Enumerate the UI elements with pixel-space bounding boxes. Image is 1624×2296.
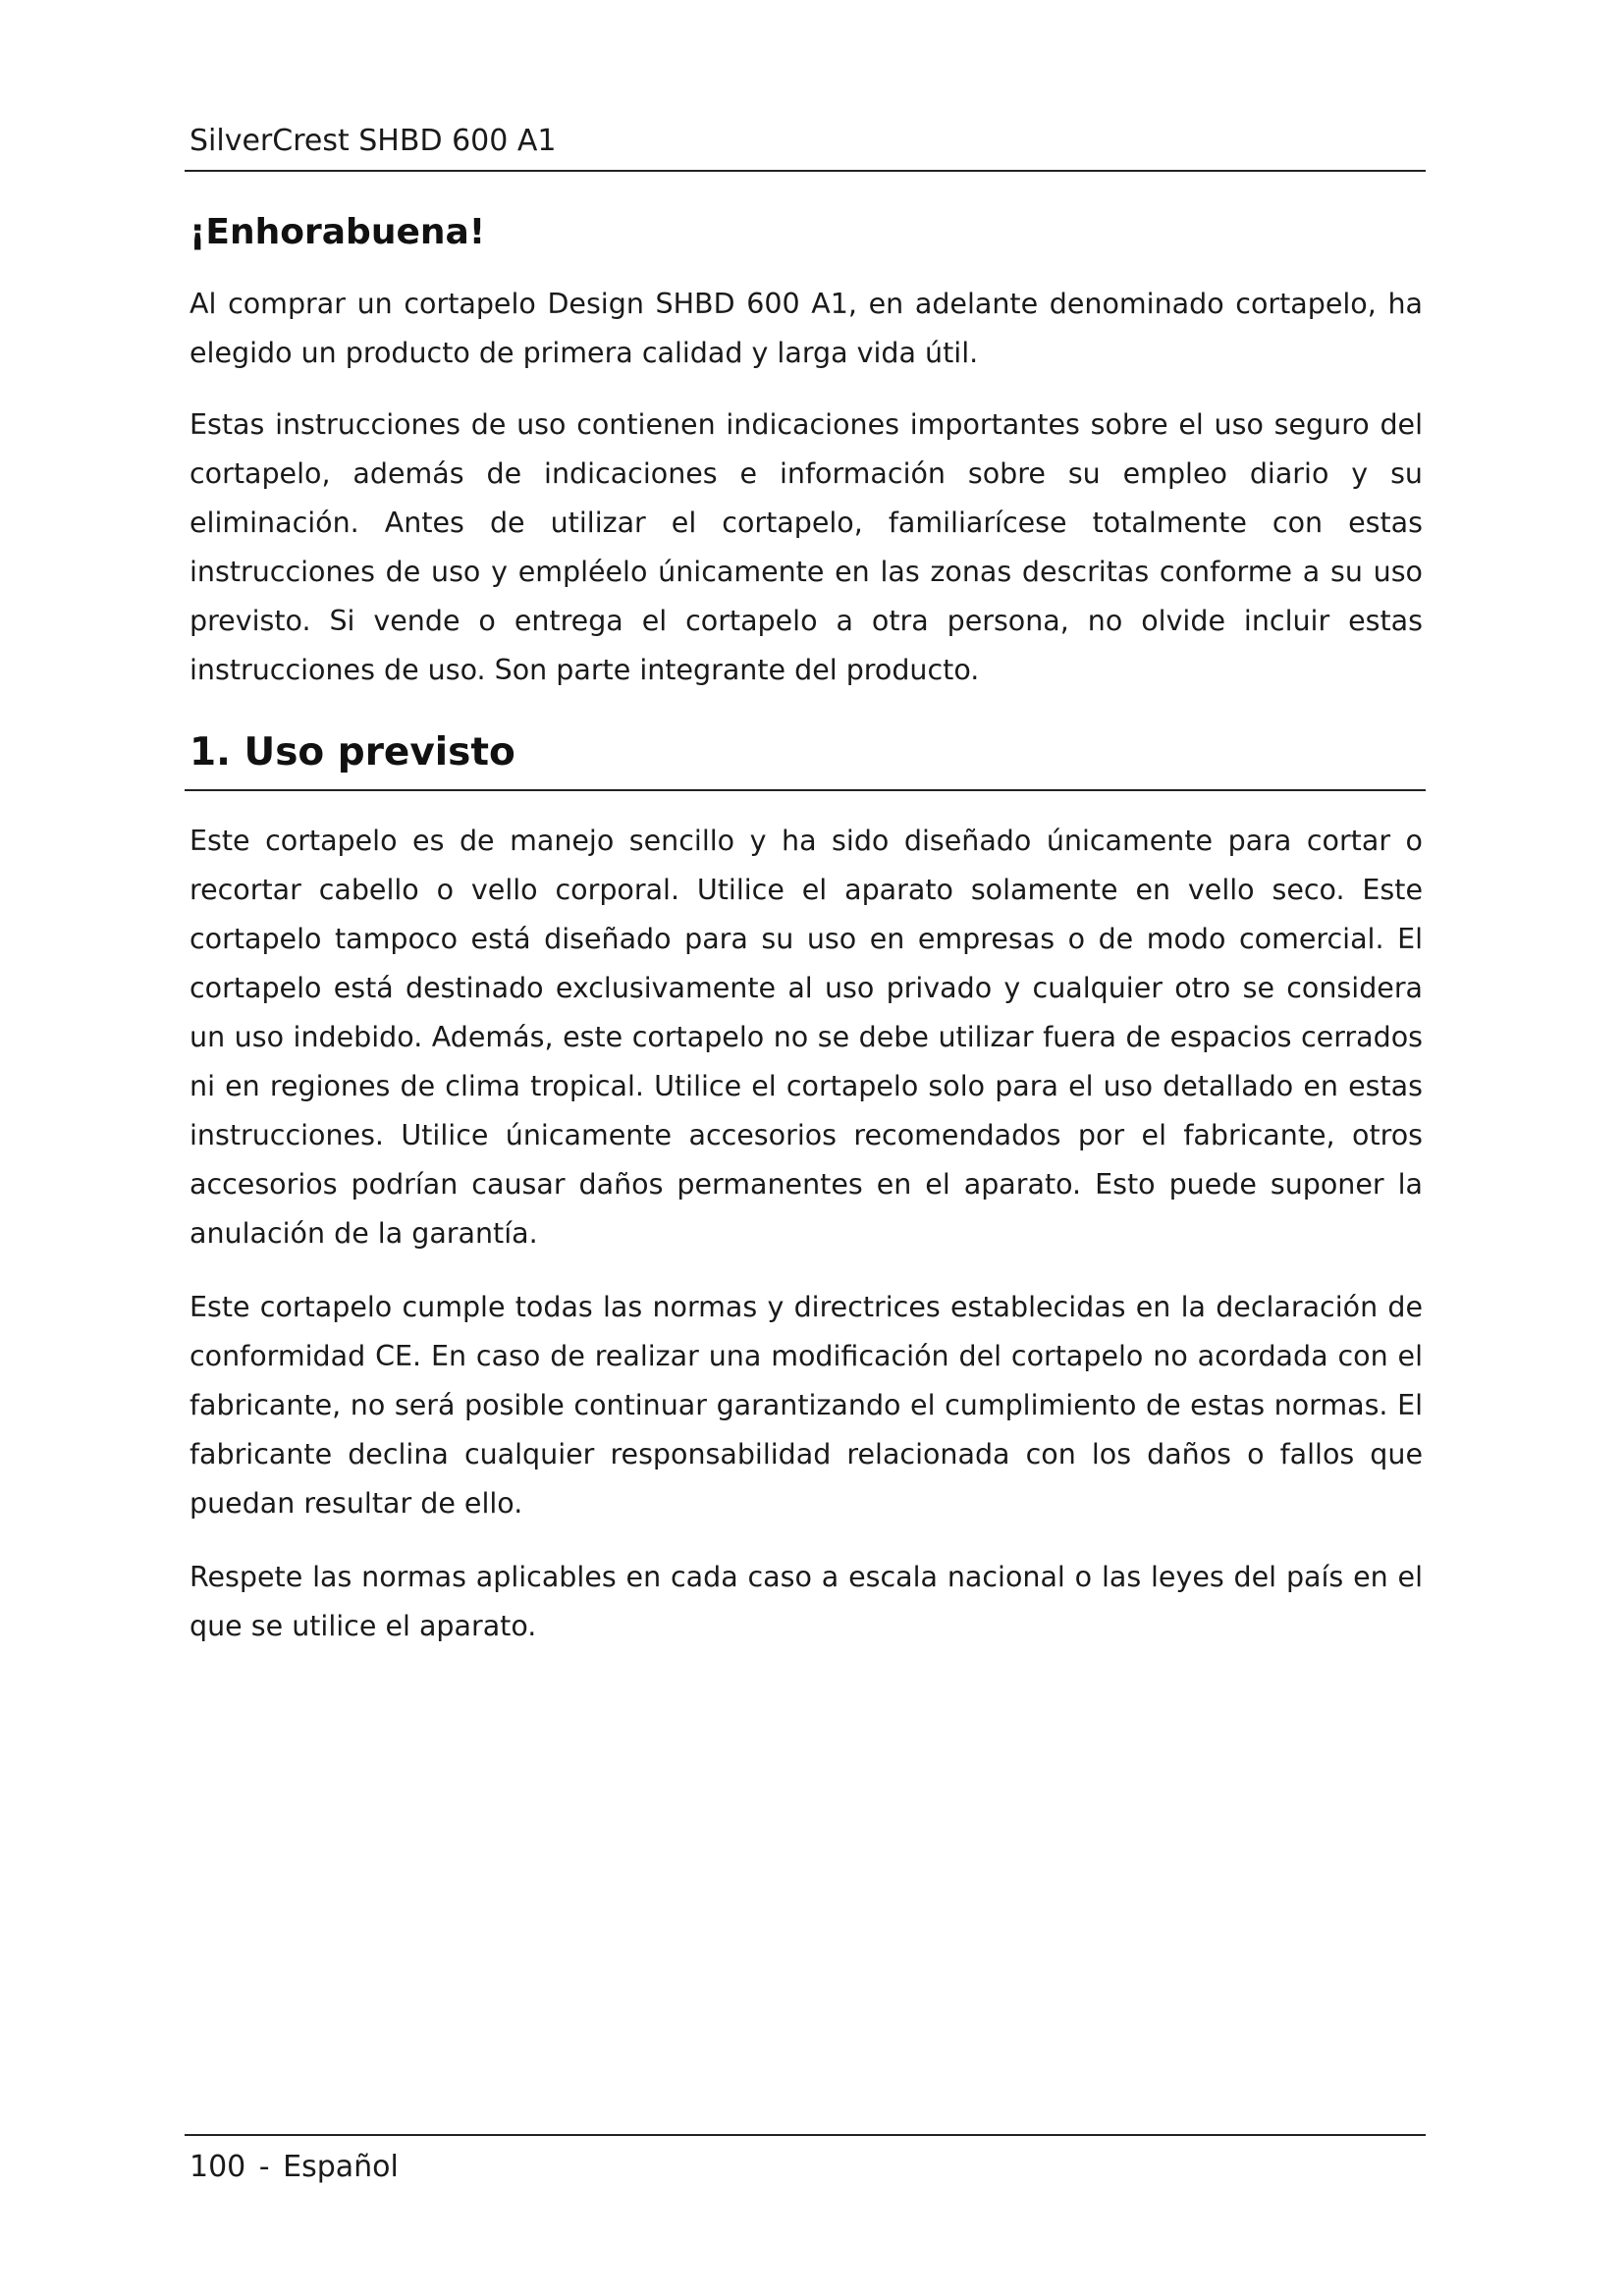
section-divider: [185, 789, 1426, 791]
section1-paragraph-2: Este cortapelo cumple todas las normas y directrices establecidas en la declaración de conformidad CE. En caso de realizar una modificación del cortapelo no acordada con el fabricante, no será posible continuar garantizando el cumplimiento de estas normas. El fabricante declina cualquier responsabilidad relacionada con los daños o fallos que puedan resultar de ello.: [189, 1291, 1423, 1520]
congrats-heading: ¡Enhorabuena!: [189, 212, 486, 252]
section-heading-uso-previsto: 1. Uso previsto: [189, 730, 515, 774]
page-footer: 100 - Español: [189, 2150, 399, 2184]
section1-paragraph-3: Respete las normas aplicables en cada caso a escala nacional o las leyes del país en el que se utilice el aparato.: [189, 1561, 1423, 1642]
running-header: SilverCrest SHBD 600 A1: [189, 124, 557, 158]
congrats-paragraph-1: Al comprar un cortapelo Design SHBD 600 A1, en adelante denominado cortapelo, ha elegido un producto de primera calidad y larga vida útil.: [189, 288, 1423, 369]
congrats-paragraph-2: Estas instrucciones de uso contienen indicaciones importantes sobre el uso seguro del cortapelo, además de indicaciones e información sobre su empleo diario y su eliminación. Antes de utilizar el cortapelo, familiarícese totalmente con estas instrucciones de uso y empléelo únicamente en las zonas descritas conforme a su uso previsto. Si vende o entrega el cortapelo a otra persona, no olvide incluir estas instrucciones de uso. Son parte integrante del producto.: [189, 408, 1423, 686]
footer-divider: [185, 2134, 1426, 2136]
header-divider: [185, 170, 1426, 172]
section1-paragraph-1: Este cortapelo es de manejo sencillo y ha sido diseñado únicamente para cortar o recortar cabello o vello corporal. Utilice el aparato solamente en vello seco. Este cortapelo tampoco está diseñado para su uso en empresas o de modo comercial. El cortapelo está destinado exclusivamente al uso privado y cualquier otro se considera un uso indebido. Además, este cortapelo no se debe utilizar fuera de espacios cerrados ni en regiones de clima tropical. Utilice el cortapelo solo para el uso detallado en estas instrucciones. Utilice únicamente accesorios recomendados por el fabricante, otros accesorios podrían causar daños permanentes en el aparato. Esto puede suponer la anulación de la garantía.: [189, 825, 1423, 1250]
